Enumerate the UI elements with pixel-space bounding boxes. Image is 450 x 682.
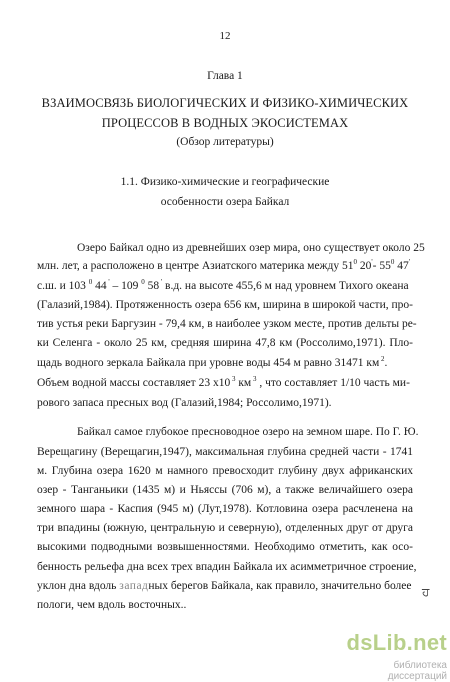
superscript: 3 [251,375,257,383]
superscript: ' [106,278,110,286]
text-line: рового запаса пресных вод (Галазий,1984; Россолимо,1971). [37,397,332,409]
text-line: тив устья реки Баргузин - 79,4 км, в наиболее узком месте, против дельты ре- [37,318,417,330]
text-line: высокими подводными возвышенностями. Необходимо отметить, как осо- [37,541,413,553]
text-line [37,579,413,593]
title-line-1: ВЗАИМОСВЯЗЬ БИОЛОГИЧЕСКИХ И ФИЗИКО-ХИМИЧЕСКИХ [41,96,409,110]
superscript: 0 [88,278,93,286]
text-span: с.ш. и 103 [37,280,89,292]
text-line: Озеро Байкал одно из древнейших озер мира, оно существует около 25 [77,242,425,254]
text-span: 47 [394,260,409,272]
superscript: 3 [230,375,236,383]
text-span: ных берегов Байкала, как правило, значительно более [148,580,412,592]
text-line [37,376,413,390]
watermark-logo [342,630,447,682]
text-span: 20 [356,260,372,272]
text-span: 58 [144,280,160,292]
superscript: 0 [390,258,395,266]
text-line: три впадины (южную, центральную и северную), отделенных друг от друга [37,522,413,534]
text-line: Байкал самое глубокое пресноводное озеро на земном шаре. По Г. Ю. [77,426,419,438]
title-line-2: ПРОЦЕССОВ В ВОДНЫХ ЭКОСИСТЕМАХ [101,116,349,130]
text-line: (Галазий,1984). Протяженность озера 656 км, ширина в широкой части, про- [37,299,413,311]
chapter-heading: Глава 1 [207,70,243,82]
text-span: Объем водной массы составляет 23 х10 [37,377,231,389]
text-span: в.д. на высоте 455,6 м над уровнем Тихого океана [162,280,409,292]
superscript: ' [371,258,373,266]
text-line: пологи, чем вдоль восточных.. [37,599,187,611]
text-span: - 55 [372,260,391,272]
superscript: 2 [379,355,385,363]
smudged-text: запад [119,580,149,592]
superscript: 0 [353,258,357,266]
section-heading-line-2: особенности озера Байкал [160,196,290,208]
watermark-brand: dsLib.net [346,630,447,655]
superscript: 0 [141,278,145,286]
text-span: . [384,357,388,369]
text-line [37,279,413,293]
superscript: ' [408,258,410,266]
text-span: уклон дна вдоль [37,580,120,592]
text-line: ки Селенга - около 25 км, средняя ширина 47,8 км (Россолимо,1971). Пло- [37,337,413,349]
text-line: Верещагину (Верещагин,1947), максимальная глубина средней части - 1741 [37,446,413,458]
watermark-tagline: библиотека диссертаций [387,660,447,682]
text-line: м. Глубина озера 1620 м намного превосходит глубину двух африканских [37,465,413,477]
text-span: щадь водного зеркала Байкала при уровне воды 454 м равно 31471 км [37,357,380,369]
text-line [37,259,413,273]
superscript: ' [159,278,163,286]
page-number: 12 [219,30,231,42]
text-span: км [235,377,252,389]
text-line: бенность рельефа дна всех трех впадин Байкала их асимметричное строение, [37,561,417,573]
margin-mark: ਹ [422,585,430,599]
text-span: 44 [92,280,107,292]
text-span: , что составляет 1/10 часть ми- [256,377,410,389]
text-span: – 109 [109,280,142,292]
section-heading-line-1: 1.1. Физико-химические и географические [120,176,330,188]
text-line: земного шара - Каспия (945 м) (Лут,1978). Котловина озера расчленена на [37,503,413,515]
text-line [37,356,413,370]
subtitle: (Обзор литературы) [176,136,274,148]
text-line: озер - Танганьики (1435 м) и Ньяссы (706 м), а также величайшего озера [37,484,413,496]
text-span: млн. лет, а расположено в центре Азиатского материка между 51 [37,260,354,272]
